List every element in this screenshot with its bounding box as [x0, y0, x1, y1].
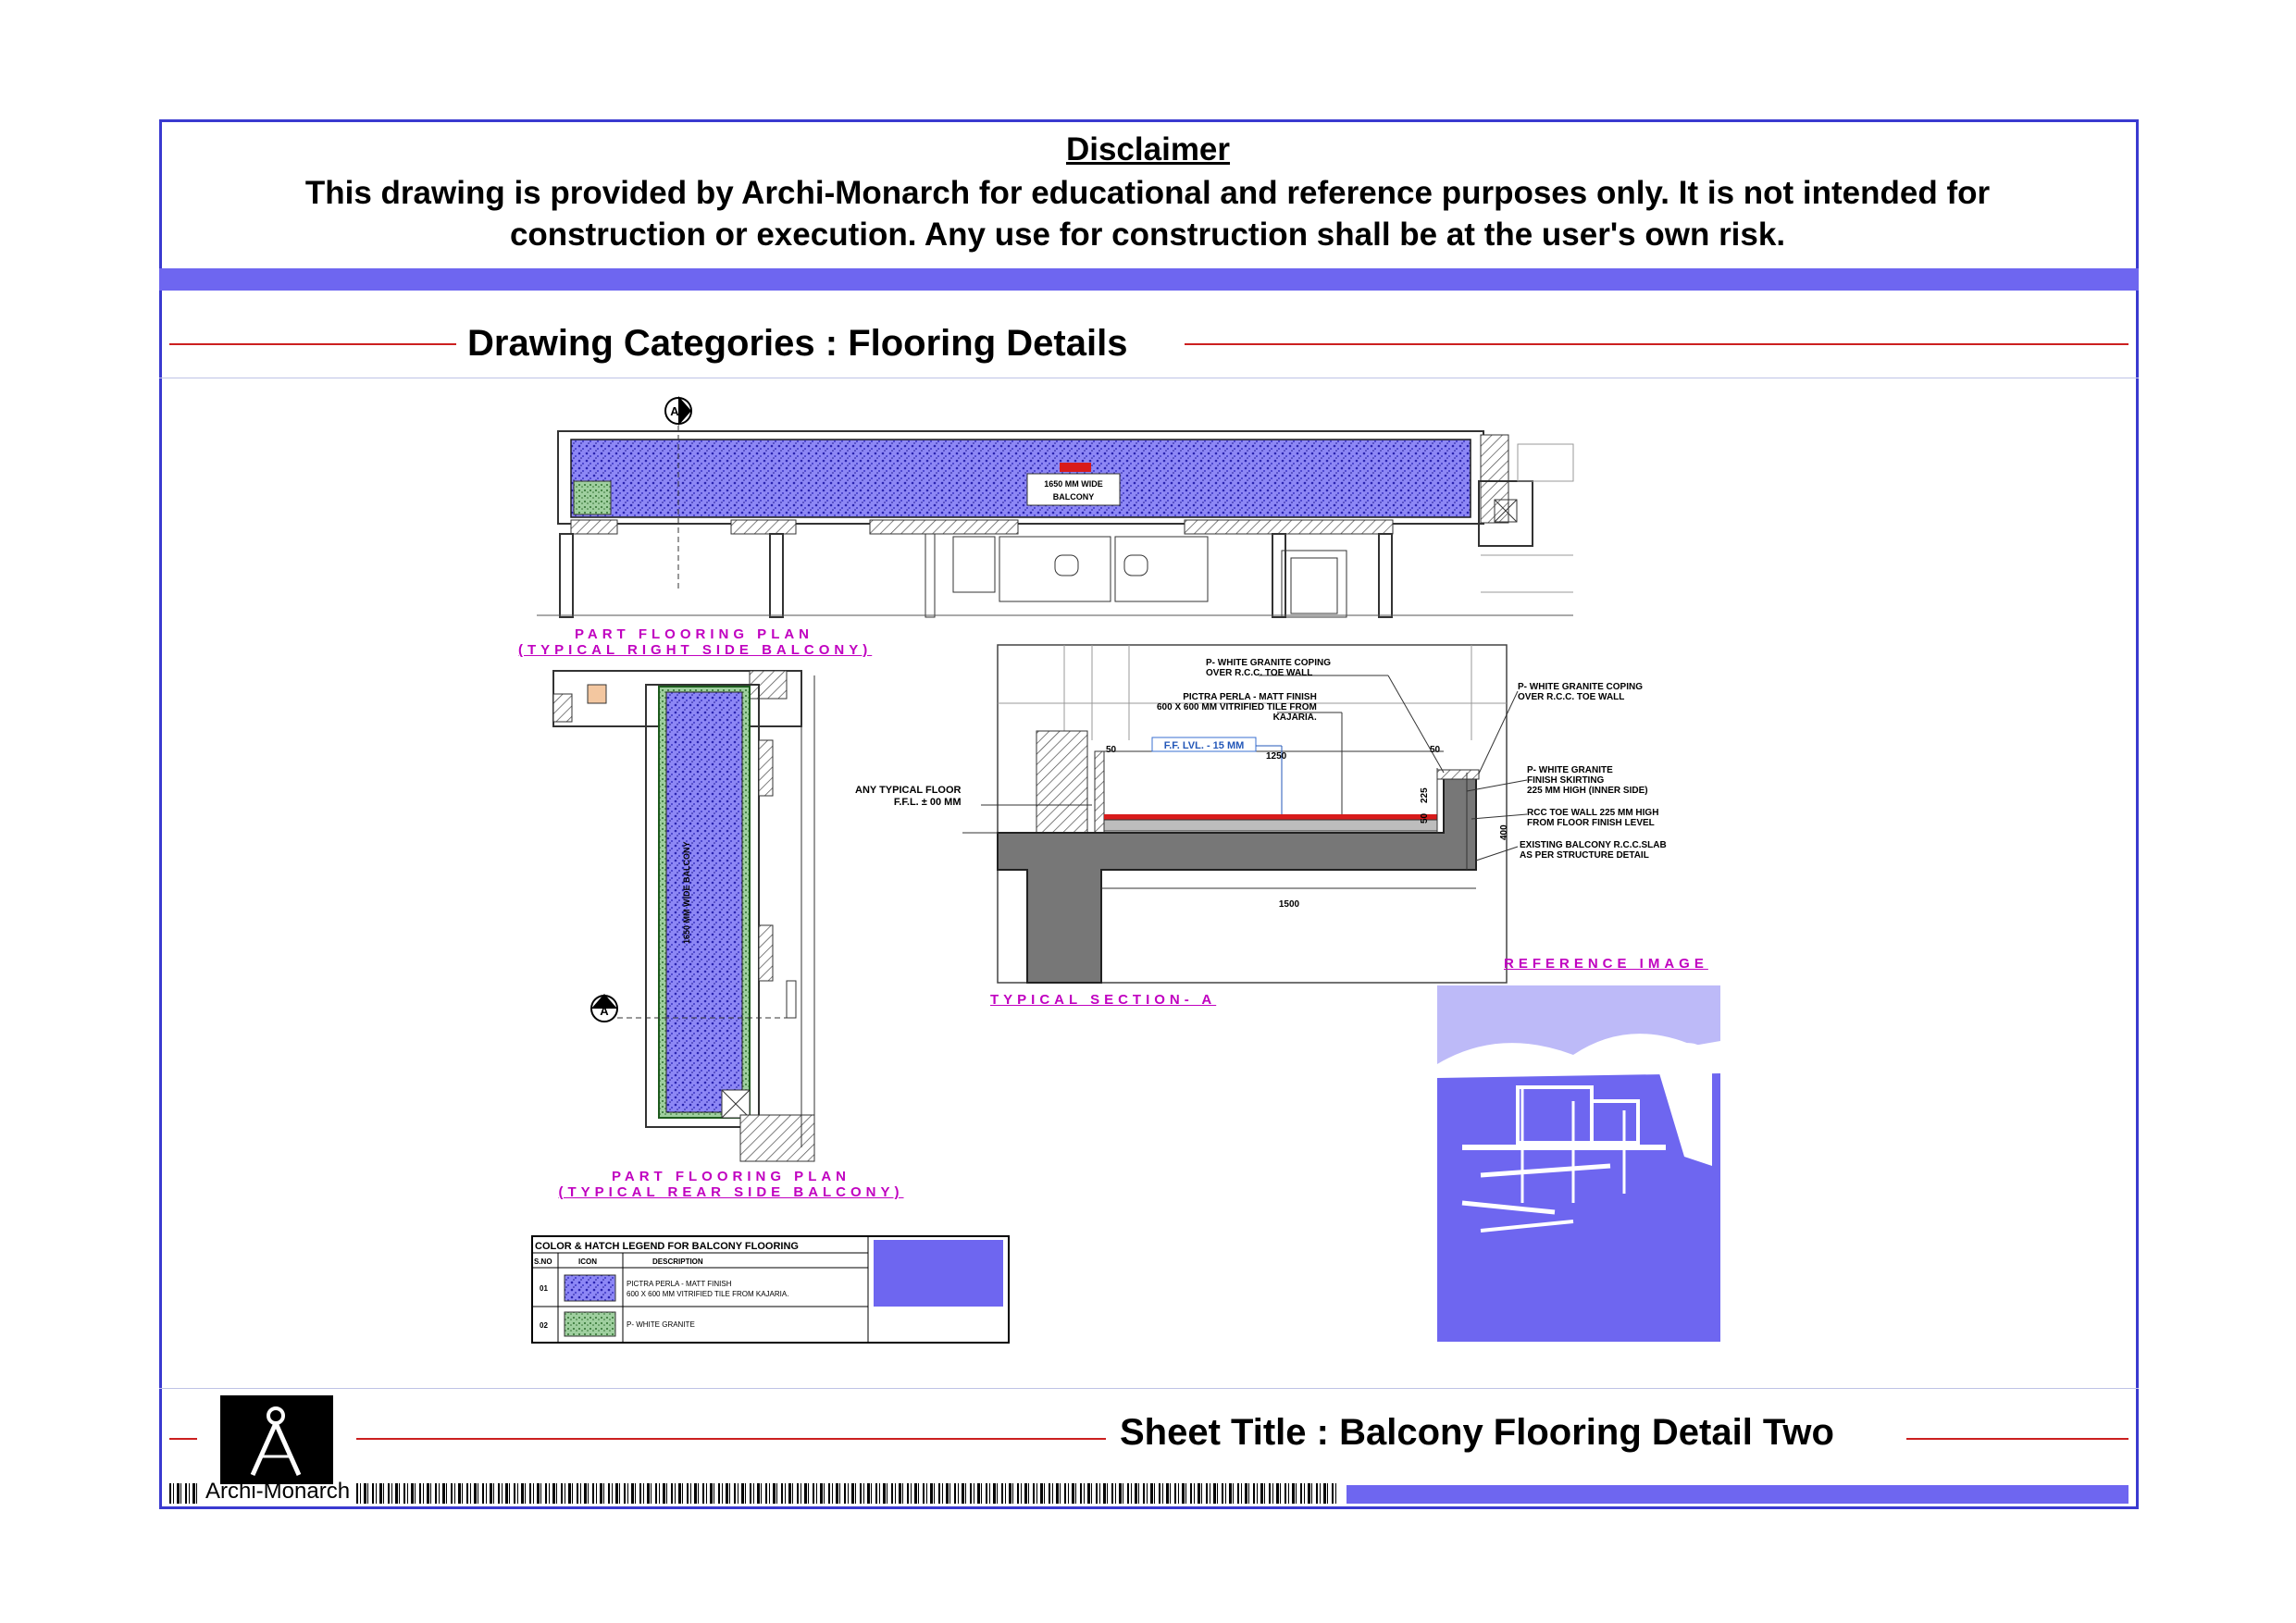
plan-right-label-line-2: (TYPICAL RIGHT SIDE BALCONY): [518, 642, 873, 658]
note-floor: [855, 785, 962, 809]
note-floor-line-1: ANY TYPICAL FLOOR: [855, 785, 962, 796]
plan-rear-label: [546, 1169, 916, 1200]
footer-band: [1347, 1485, 2128, 1504]
category-title: Drawing Categories : Flooring Details: [467, 323, 1128, 364]
plan-rear-label-line-1: PART FLOORING PLAN: [611, 1169, 851, 1184]
note-skirting: [1527, 765, 1648, 796]
note-floor-line-2: F.F.L. ± 00 MM: [893, 797, 962, 808]
legend-row-2-sno: 02: [540, 1321, 548, 1330]
note-slab: [1520, 840, 1667, 861]
note-tile-line-2: 600 X 600 MM VITRIFIED TILE FROM: [1157, 702, 1317, 712]
reference-label: REFERENCE IMAGE: [1504, 956, 1708, 972]
disclaimer-title: Disclaimer: [1065, 131, 1231, 167]
legend-row-1-desc-1: PICTRA PERLA - MATT FINISH: [627, 1280, 732, 1288]
ffl-tag: F.F. LVL. - 15 MM: [1163, 740, 1245, 751]
reference-image: [1437, 985, 1720, 1342]
plan-rear-tag: 1650 MM WIDE BALCONY: [682, 841, 691, 944]
plan-right-label-line-1: PART FLOORING PLAN: [574, 626, 814, 642]
plan-right-label: [518, 626, 873, 658]
sheet-rule-left: [169, 1438, 197, 1440]
dim-225: 225: [1420, 787, 1430, 803]
legend-row-1-sno: 01: [540, 1284, 548, 1293]
note-slab-line-1: EXISTING BALCONY R.C.C.SLAB: [1520, 840, 1667, 850]
plan-rear-side-balcony: [553, 671, 814, 1623]
footer-barcode-left: [169, 1483, 199, 1504]
svg-text:A: A: [600, 1004, 609, 1018]
sheet-rule-right: [1906, 1438, 2128, 1440]
legend-header-icon: ICON: [578, 1258, 597, 1266]
disclaimer-line-2: construction or execution. Any use for construction shall be at the user's own risk.: [509, 217, 1786, 253]
dim-50c: 50: [1420, 812, 1430, 824]
note-slab-line-2: AS PER STRUCTURE DETAIL: [1520, 850, 1649, 861]
note-tile-line-3: KAJARIA.: [1272, 712, 1317, 723]
plan-right-tag-line-1: 1650 MM WIDE: [1044, 479, 1103, 489]
legend-row-2-desc-1: P- WHITE GRANITE: [627, 1320, 695, 1329]
legend-header-sno: S.NO: [534, 1258, 552, 1266]
dim-50b: 50: [1430, 745, 1441, 755]
archi-monarch-logo: [220, 1395, 333, 1484]
note-skirting-line-2: FINISH SKIRTING: [1527, 775, 1605, 786]
note-tile: [1157, 692, 1317, 723]
dim-50a: 50: [1106, 745, 1117, 755]
legend-row-1-desc-2: 600 X 600 MM VITRIFIED TILE FROM KAJARIA.: [627, 1290, 789, 1298]
note-coping-top: [1206, 658, 1331, 678]
legend-title: COLOR & HATCH LEGEND FOR BALCONY FLOORING: [535, 1241, 799, 1252]
note-coping-right-line-2: OVER R.C.C. TOE WALL: [1518, 692, 1625, 702]
note-skirting-line-1: P- WHITE GRANITE: [1527, 765, 1613, 775]
footer-barcode: [356, 1483, 1337, 1504]
dim-1250: 1250: [1266, 751, 1287, 762]
legend-table: [532, 1236, 1009, 1343]
sheet-rule-mid: [356, 1438, 1106, 1440]
note-coping-top-line-1: P- WHITE GRANITE COPING: [1206, 658, 1331, 668]
svg-text:A: A: [670, 404, 679, 418]
note-toe-wall: [1527, 808, 1658, 828]
note-skirting-line-3: 225 MM HIGH (INNER SIDE): [1527, 786, 1648, 796]
legend-row-2-icon: [565, 1312, 615, 1336]
plan-right-side-balcony: [537, 396, 1573, 617]
legend-header-description: DESCRIPTION: [652, 1258, 703, 1266]
dim-1500: 1500: [1278, 899, 1300, 910]
note-coping-top-line-2: OVER R.C.C. TOE WALL: [1206, 668, 1313, 678]
plan-rear-label-line-2: (TYPICAL REAR SIDE BALCONY): [558, 1184, 904, 1200]
footer-divider: [159, 1388, 2139, 1389]
footer-brand: Archi-Monarch: [205, 1479, 351, 1504]
plan-right-tag-line-2: BALCONY: [1052, 492, 1095, 502]
section-label: TYPICAL SECTION- A: [990, 992, 1217, 1008]
note-tile-line-1: PICTRA PERLA - MATT FINISH: [1183, 692, 1317, 702]
note-coping-right: [1518, 682, 1643, 702]
dim-400: 400: [1499, 824, 1509, 840]
note-coping-right-line-1: P- WHITE GRANITE COPING: [1518, 682, 1643, 692]
note-toe-wall-line-1: RCC TOE WALL 225 MM HIGH: [1527, 808, 1659, 818]
note-toe-wall-line-2: FROM FLOOR FINISH LEVEL: [1527, 818, 1655, 828]
disclaimer-line-1: This drawing is provided by Archi-Monarch for educational and reference purposes only. It is not intended for: [304, 175, 1991, 211]
legend-row-1-icon: [565, 1275, 615, 1301]
sheet-title: Sheet Title : Balcony Flooring Detail Two: [1120, 1412, 1834, 1453]
